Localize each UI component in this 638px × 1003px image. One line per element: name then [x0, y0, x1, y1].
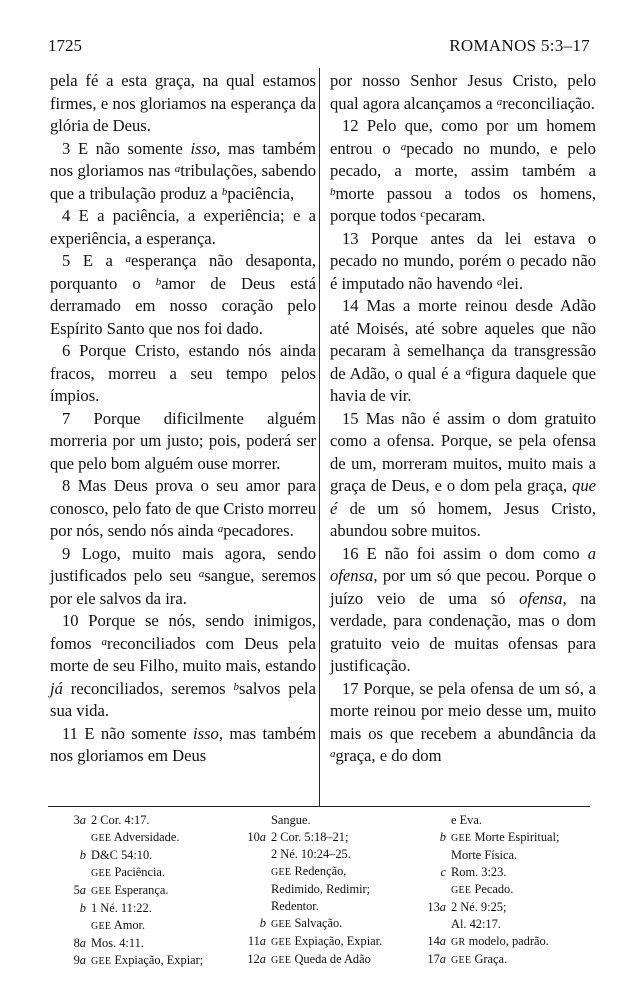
- footnote-key: [416, 812, 451, 829]
- footnote-key: 13a: [427, 900, 446, 914]
- footnote-text: GEE Pecado.: [451, 882, 514, 896]
- footnote-text: GEE Expiação, Expiar;: [91, 953, 204, 967]
- footnote-text: Rom. 3:23.: [451, 865, 507, 879]
- footnote-entry: [236, 951, 382, 969]
- footnote-key: 12a: [247, 952, 266, 966]
- verse-paragraph: 4 E a paciência, a experiência; e a experiência, a esperança.: [50, 206, 316, 248]
- footnote-text: Al. 42:17.: [451, 917, 501, 931]
- footnote-text: 1 Né. 11:22.: [91, 901, 152, 915]
- page-number: 1725: [48, 36, 82, 55]
- footnote-text: Redentor.: [271, 899, 319, 913]
- footnote-entry: [416, 916, 559, 933]
- footnote-key: [236, 898, 271, 915]
- footnote-entry: [236, 933, 382, 951]
- footnote-column-2: [236, 812, 382, 969]
- page-header: [48, 36, 590, 60]
- verse-paragraph: 17 Porque, se pela ofensa de um só, a morte reinou por meio desse um, muito mais os que recebem a abundância da $^a$graça, e do dom: [330, 678, 596, 765]
- verse-paragraph: 15 Mas não é assim o dom gratuito como a ofensa. Porque, se pela ofensa de um, morreram muitos, muito mais a graça de Deus, e o dom pela graça, que é de um só homem, Jesus Cristo, abundou sobre muitos.: [330, 408, 596, 540]
- footnote-key: b: [79, 848, 86, 862]
- footnote-entry: [416, 829, 559, 847]
- footnote-column-1: [56, 812, 203, 970]
- footnote-entry: [56, 917, 203, 935]
- footnote-text: GEE Paciência.: [91, 865, 166, 879]
- footnote-entry: [56, 847, 203, 864]
- verse-paragraph: 9 Logo, muito mais agora, sendo justificados pelo seu $^a$sangue, seremos por ele salvos da ira.: [50, 543, 316, 608]
- column-divider: [319, 68, 320, 806]
- footnote-key: [56, 829, 91, 847]
- footnote-key: 10a: [247, 830, 266, 844]
- footnote-entry: [416, 847, 559, 864]
- footnote-text: GEE Redenção,: [271, 864, 347, 878]
- footnote-key: b: [259, 916, 266, 930]
- footnote-divider: [48, 806, 590, 807]
- footnote-key: 14a: [427, 934, 446, 948]
- verse-paragraph: 16 E não foi assim o dom como a ofensa, por um só que pecou. Porque o juízo veio de uma só ofensa, na verdade, para condenação, mas o dom gratuito veio de muitas ofensas para justificação.: [330, 543, 597, 675]
- continued-paragraph: pela fé a esta graça, na qual estamos firmes, e nos gloriamos na esperança da glória de Deus.: [50, 71, 316, 135]
- footnote-text: GEE Expiação, Expiar.: [271, 934, 383, 948]
- footnote-text: GEE Morte Espiritual;: [451, 830, 560, 844]
- footnote-entry: [56, 900, 203, 917]
- footnote-text: GEE Salvação.: [271, 916, 343, 930]
- footnote-column-3: [416, 812, 559, 969]
- left-text-column: [50, 70, 316, 768]
- footnote-text: GEE Adversidade.: [91, 830, 180, 844]
- footnote-key: [56, 864, 91, 882]
- footnote-entry: [56, 812, 203, 829]
- running-reference: ROMANOS 5:3–17: [449, 36, 590, 55]
- footnote-entry: [416, 881, 559, 899]
- footnote-text: GEE Esperança.: [91, 883, 169, 897]
- footnote-text: 2 Né. 9:25;: [451, 900, 507, 914]
- footnote-key: 5a: [73, 883, 86, 897]
- footnote-entry: [56, 864, 203, 882]
- footnote-key: c: [440, 865, 446, 879]
- footnote-entry: [56, 935, 203, 952]
- footnote-text: GR modelo, padrão.: [451, 934, 549, 948]
- footnote-entry: [416, 864, 559, 881]
- footnote-text: Sangue.: [271, 813, 311, 827]
- verse-paragraph: 5 E a $^a$esperança não desaponta, porquanto o $^b$amor de Deus está derramado em nosso coração pelo Espírito Santo que nos foi dado.: [50, 251, 316, 338]
- footnote-text: GEE Graça.: [451, 952, 508, 966]
- footnote-text: Redimido, Redimir;: [271, 882, 371, 896]
- continued-paragraph: por nosso Senhor Jesus Cristo, pelo qual agora alcançamos a $^a$reconciliação.: [330, 71, 596, 113]
- verse-paragraph: 14 Mas a morte reinou desde Adão até Moisés, até sobre aqueles que não pecaram à semelhança da transgressão de Adão, o qual é a $^a$figura daquele que havia de vir.: [330, 296, 596, 405]
- right-text-column: [330, 70, 596, 768]
- footnote-entry: [236, 812, 382, 829]
- footnote-entry: [416, 899, 559, 916]
- verse-paragraph: 12 Pelo que, como por um homem entrou o $^a$pecado no mundo, e pelo pecado, a morte, assim também a $^b$morte passou a todos os homens, porque todos $^c$pecaram.: [330, 116, 596, 225]
- footnote-entry: [236, 829, 382, 846]
- footnote-key: [236, 846, 271, 863]
- verse-paragraph: 6 Porque Cristo, estando nós ainda fracos, morreu a seu tempo pelos ímpios.: [50, 341, 316, 405]
- footnote-key: 8a: [73, 936, 86, 950]
- footnote-key: [236, 881, 271, 898]
- footnote-text: 2 Cor. 4:17.: [91, 813, 150, 827]
- footnote-entry: [236, 863, 382, 881]
- footnote-text: e Eva.: [451, 813, 482, 827]
- footnote-entry: [236, 881, 382, 898]
- footnote-key: [56, 917, 91, 935]
- footnote-text: Mos. 4:11.: [91, 936, 144, 950]
- footnote-key: b: [79, 901, 86, 915]
- footnote-text: 2 Cor. 5:18–21;: [271, 830, 349, 844]
- footnote-key: 9a: [73, 953, 86, 967]
- footnote-entry: [416, 812, 559, 829]
- verse-paragraph: 3 E não somente isso, mas também nos gloriamos nas $^a$tribulações, sabendo que a tribulação produz a $^b$paciência,: [50, 138, 316, 203]
- verse-paragraph: 11 E não somente isso, mas também nos gloriamos em Deus: [50, 723, 316, 765]
- footnote-entry: [236, 898, 382, 915]
- footnote-key: [236, 863, 271, 881]
- verse-paragraph: 7 Porque dificilmente alguém morreria por um justo; pois, poderá ser que pelo bom alguém ouse morrer.: [50, 408, 316, 473]
- verse-paragraph: 10 Porque se nós, sendo inimigos, fomos $^a$reconciliados com Deus pela morte de seu Filho, muito mais, estando já reconciliados, seremos $^b$salvos pela sua vida.: [50, 611, 316, 720]
- footnote-key: b: [439, 830, 446, 844]
- footnote-entry: [236, 846, 382, 863]
- footnote-entry: [416, 951, 559, 969]
- footnote-key: [416, 847, 451, 864]
- footnote-text: D&C 54:10.: [91, 848, 153, 862]
- footnote-key: 17a: [427, 952, 446, 966]
- footnote-entry: [56, 829, 203, 847]
- footnote-key: [236, 812, 271, 829]
- footnote-text: 2 Né. 10:24–25.: [271, 847, 351, 861]
- footnote-text: Morte Física.: [451, 848, 518, 862]
- footnote-entry: [56, 882, 203, 900]
- footnote-key: 11a: [247, 934, 266, 948]
- footnote-text: GEE Amor.: [91, 918, 146, 932]
- footnote-key: [416, 881, 451, 899]
- footnote-entry: [236, 915, 382, 933]
- footnote-key: [416, 916, 451, 933]
- footnote-text: GEE Queda de Adão: [271, 952, 371, 966]
- footnote-key: 3a: [73, 813, 86, 827]
- verse-paragraph: 8 Mas Deus prova o seu amor para conosco, pelo fato de que Cristo morreu por nós, sendo nós ainda $^a$pecadores.: [50, 476, 316, 540]
- verse-paragraph: 13 Porque antes da lei estava o pecado no mundo, porém o pecado não é imputado não havendo $^a$lei.: [330, 228, 596, 293]
- footnote-entry: [416, 933, 559, 951]
- footnote-entry: [56, 952, 203, 970]
